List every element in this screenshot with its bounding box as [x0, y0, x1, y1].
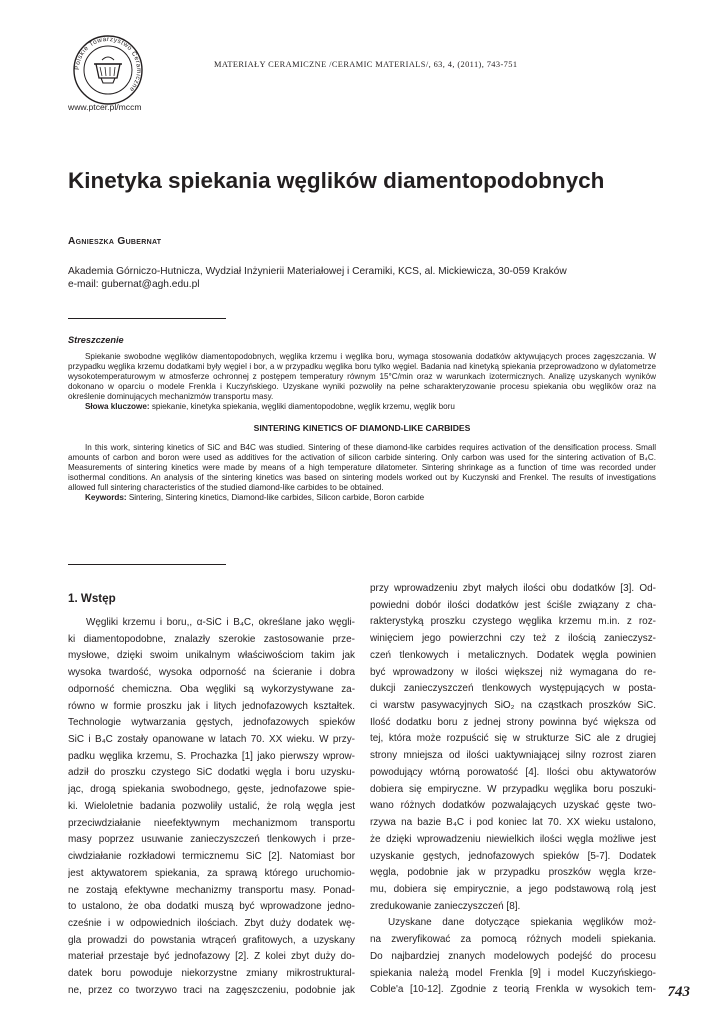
body-line: masy poprzez usuwanie zanieczyszczeń tlenkowych i prze- — [68, 834, 355, 846]
body-line: węgla, podobnie jak w przypadku proszków węgla krze- — [370, 867, 656, 879]
body-line: uzyskanie gęstych, jednofazowych spieków [5-7]. Dodatek — [370, 850, 656, 862]
body-line: to ustalono, że oba dodatki muszą być wprowadzone jedno- — [68, 901, 355, 913]
journal-reference: MATERIAŁY CERAMICZNE /CERAMIC MATERIALS/, 63, 4, (2011), 743-751 — [214, 60, 518, 69]
body-line: Technologie wytwarzania gęstych, jednofazowych spieków — [68, 717, 355, 729]
body-line: ne zostają efektywne mechanizmy transportu masy. Ponad- — [68, 884, 355, 896]
abstract-english — [68, 443, 656, 503]
affiliation-text: Akademia Górniczo-Hutnicza, Wydział Inżynierii Materiałowej i Ceramiki, KCS, al. Mickiewicza, 30-059 Kraków — [68, 266, 567, 277]
body-line: dobiera się empiryczne. W przypadku węglika boru poszuki- — [370, 783, 656, 795]
body-line: wysoka twardość, wysoka odporność na ścieranie i dobra — [68, 667, 355, 679]
logo-ring-text: Polskie Towarzystwo Ceramiczne — [73, 35, 143, 94]
body-line: zredukowanie zanieczyszczeń [8]. — [370, 900, 521, 912]
body-line: ci warstw pasywacyjnych SiO₂ na cząstkach proszków SiC. — [370, 700, 656, 712]
body-line: Uzyskane dane dotyczące spiekania węglików moż- — [388, 917, 656, 929]
journal-url[interactable]: www.ptcer.pl/mccm — [68, 102, 142, 112]
article-title: Kinetyka spiekania węglików diamentopodobnych — [68, 168, 605, 193]
body-line: ciwdziałanie rozkładowi termicznemu SiC [2]. Natomiast bor — [68, 851, 355, 863]
body-line: jąc, drogą spiekania swobodnego, gęste, jednofazowe spie- — [68, 784, 355, 796]
page-number: 743 — [667, 984, 690, 1000]
body-column-left — [68, 615, 355, 1000]
body-line: cześnie i w odpowiednich ilościach. Zbyt duży dodatek wę- — [68, 917, 355, 929]
body-line: adził do proszku czystego SiC dodatki węgla i boru uzysku- — [68, 767, 355, 779]
body-line: ki diamentopodobne, znalazły szerokie zastosowanie prze- — [68, 633, 355, 645]
keywords-list: spiekanie, kinetyka spiekania, węgliki diamentopodobne, węglik krzemu, węglik boru — [151, 402, 455, 412]
body-line: jest aktywatorem spiekania, za sprawą którego uruchomio- — [68, 867, 355, 879]
body-line: SiC i B₄C zostały opanowane w latach 70. XX wieku. W przy- — [68, 734, 355, 746]
body-line: powodujący wtórną porowatość [4]. Ilości obu aktywatorów — [370, 766, 656, 778]
body-line: Węgliki krzemu i boru,, α-SiC i B₄C, określane jako węgli- — [86, 617, 355, 628]
keywords-english — [68, 493, 656, 503]
keywords-label: Słowa kluczowe: — [85, 402, 150, 412]
body-line: przy wprowadzeniu zbyt małych ilości obu dodatków [3]. Od- — [370, 583, 656, 594]
body-line: strony mniejsza od ilości uaktywniającej silny rozrost ziaren — [370, 750, 656, 762]
abstract-heading: Streszczenie — [68, 335, 124, 345]
body-line: spiekania należą model Frenkla [9] i model Kuczyńskiego- — [370, 967, 656, 979]
body-line: że dzięki wprowadzeniu niewielkich ilości węgla możliwe jest — [370, 833, 656, 845]
body-line: równo w formie proszku jak i litych jednofazowych kształtek. — [68, 700, 355, 712]
body-line: mysłowe, dzięki swoim unikalnym właściwościom takim jak — [68, 650, 355, 662]
english-title: SINTERING KINETICS OF DIAMOND-LIKE CARBIDES — [253, 423, 471, 433]
section-heading: 1. Wstęp — [68, 592, 116, 605]
body-line: gla prowadzi do powstania wtrąceń grafitowych, a uzyskany — [68, 934, 355, 946]
body-line: Do najbardziej znanych modelowych podejść do procesu — [370, 950, 656, 962]
body-line: na zweryfikować za pomocą różnych modeli spiekania. — [370, 934, 656, 946]
body-line: dukcji zanieczyszczeń tlenkowych występujących w posta- — [370, 683, 656, 695]
abstract-polish — [68, 352, 656, 412]
logo-vessel-icon — [94, 57, 122, 83]
body-line: rzywa na bazie B₄C i pod koniec lat 70. XX wieku ustalono, — [370, 817, 656, 829]
body-line: winięciem jego powierzchni czy też z ilością zanieczysz- — [370, 633, 656, 645]
society-logo — [72, 34, 144, 106]
body-line: powiedni dobór ilości dodatków jest ściśle związany z cha- — [370, 599, 656, 611]
divider-rule — [68, 564, 226, 565]
body-line: rakterystyką proszku czystego węglika krzemu m.in. z roz- — [370, 616, 656, 628]
body-line: datek boru powoduje niekorzystne zmiany mikrostruktural- — [68, 968, 355, 980]
body-column-right — [370, 581, 656, 999]
body-line: Coble'a [10-12]. Zgodnie z teorią Frenkla w wysokich tem- — [370, 984, 656, 996]
abstract-polish-text: Spiekanie swobodne węglików diamentopodobnych, węglika krzemu i węglika boru, wymaga stosowania dodatków aktywujących proces zagęszczania. W przypadku węglika krzemu dodatkami były węgiel i bor, a w przypadku węglika boru tylko węgiel. Badania nad kinetyką spiekania przeprowadzono w dylatometrze wysokotemperaturowym w atmosferze ochronnej z postępem temperatury równym 15°C/min oraz w warunkach izotermicznych. Analizę uzyskanych wyników dokonano w oparciu o modele Frenkla i Kuczyńskiego. Uzyskane wyniki pozwoliły na pełne scharakteryzowanie procesu spiekania obu węglików oraz na określenie dominujących mechanizmów transportu masy. — [68, 352, 656, 402]
body-line: ki. Wieloletnie badania pozwoliły ustalić, że rolą węgla jest — [68, 800, 355, 812]
author-affiliation — [68, 265, 567, 291]
body-line: czeń tlenkowych i metalicznych. Dodatek węgla powinien — [370, 649, 656, 661]
keywords-label: Keywords: — [85, 493, 127, 503]
body-line: wano różnych dodatków pozwalających uzyskać gęste two- — [370, 800, 656, 812]
abstract-english-text: In this work, sintering kinetics of SiC and B4C was studied. Sintering of these diamond-like carbides requires activation of the densification process. Small amounts of carbon and boron were used as additives for the activation of silicon carbide sintering. Only carbon was used for the sintering activation of B₄C. Measurements of sintering kinetics were made by means of a high temperature dilatometer. Sintering shrinkage as a function of time was recorded under isothermal conditions. An analysis of the sintering kinetics was based on sintering models worked out by Kuczynski and Frenkel. The results of investigations allowed full sintering characteristics of the studied diamond-like carbides to be obtained. — [68, 443, 656, 493]
body-line: tej, która może rozpuścić się w strukturze SiC ale z drugiej — [370, 733, 656, 745]
keywords-polish — [68, 402, 656, 412]
keywords-list: Sintering, Sintering kinetics, Diamond-like carbides, Silicon carbide, Boron carbide — [128, 493, 425, 503]
body-line: materiał przestaje być jednofazowy [2]. Z kolei zbyt duży do- — [68, 951, 355, 963]
body-line: mu, dobiera się empirycznie, a jego podstawową rolą jest — [370, 883, 656, 895]
body-line: Ilość dodatku boru z jednej strony powinna być większa od — [370, 716, 656, 728]
body-line: być wprowadzony w ilości większej niż wymagana do re- — [370, 666, 656, 678]
body-line: przeciwdziałanie nieefektywnym mechanizmom transportu — [68, 817, 355, 829]
body-line: ne, przez co tworzywo traci na zagęszczeniu, podobnie jak — [68, 984, 355, 996]
author-email[interactable]: e-mail: gubernat@agh.edu.pl — [68, 279, 200, 291]
body-line: padku węglika krzemu, S. Prochazka [1] jako pierwszy wprow- — [68, 750, 355, 762]
divider-rule — [68, 318, 226, 319]
author-name: Agnieszka Gubernat — [68, 236, 162, 247]
body-line: odporność chemiczna. Oba węgliki są wykorzystywane za- — [68, 683, 355, 695]
